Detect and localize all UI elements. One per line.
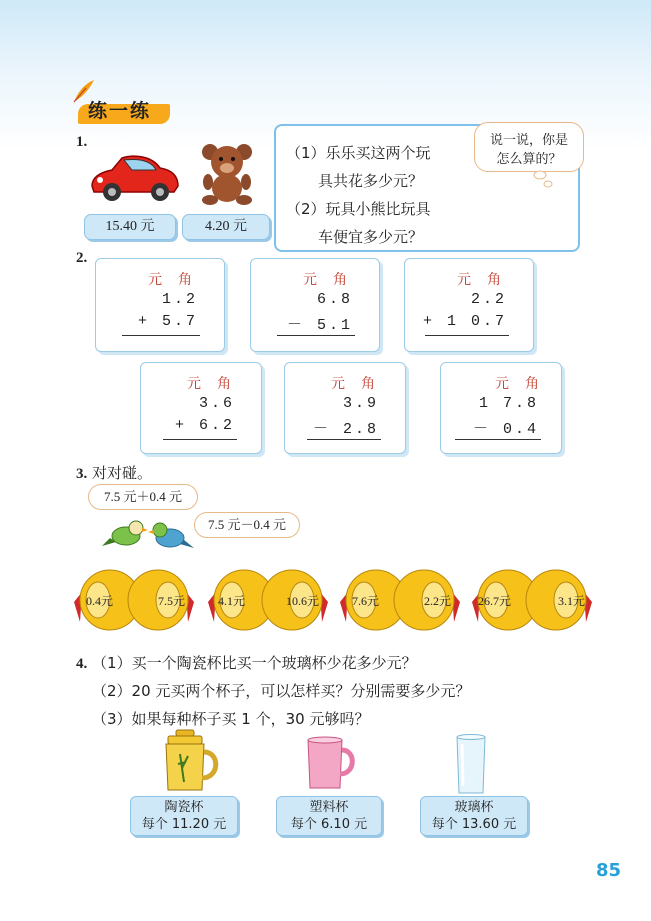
operand-a: 6.8	[316, 291, 353, 308]
q3-heading	[76, 462, 152, 483]
unit-yuan: 元	[148, 272, 162, 288]
plastic-cup-label	[276, 796, 382, 836]
operand-a: 3.6	[198, 395, 235, 412]
plastic-cup-icon	[302, 736, 358, 792]
q2-number: 2.	[76, 250, 88, 266]
q4-line-3: （3）如果每种杯子买 1 个，30 元够吗？	[92, 710, 370, 728]
cymbal-pair[interactable]	[470, 562, 594, 632]
car-price-tag: 15.40 元	[84, 214, 176, 240]
unit-jiao: 角	[361, 376, 375, 392]
unit-jiao: 角	[217, 376, 231, 392]
operand-a: 1 7.8	[478, 395, 539, 412]
ceramic-cup-icon	[158, 728, 222, 796]
calc-card	[284, 362, 406, 454]
sum-line	[455, 439, 541, 440]
cymbal-left-value: 4.1元	[218, 594, 246, 608]
q4-number: 4.	[76, 656, 88, 672]
cymbal-right-value: 10.6元	[286, 594, 320, 608]
q1-line-3: （2）玩具小熊比玩具	[286, 200, 431, 218]
calc-card	[440, 362, 562, 454]
cymbal-pair[interactable]	[206, 562, 330, 632]
unit-yuan: 元	[457, 272, 471, 288]
q4-row-1	[76, 652, 417, 673]
bubble-left: 7.5 元＋0.4 元	[88, 484, 198, 510]
cup-name: 塑料杯	[309, 800, 349, 815]
cymbal-right-value: 3.1元	[558, 594, 586, 608]
q1-line-2: 具共花多少元？	[318, 172, 424, 190]
cymbal-pair[interactable]	[338, 562, 462, 632]
glass-cup-icon	[454, 734, 488, 796]
page-number: 85	[596, 860, 622, 881]
cymbal-left-value: 0.4元	[86, 594, 114, 608]
q4-line-2: （2）20 元买两个杯子，可以怎样买？分别需要多少元？	[92, 682, 471, 700]
operand-a: 2.2	[470, 291, 507, 308]
operand-a: 1.2	[161, 291, 198, 308]
thought-bubble	[474, 122, 584, 172]
cup-name: 陶瓷杯	[164, 800, 204, 815]
unit-jiao: 角	[525, 376, 539, 392]
cymbal-pair[interactable]	[72, 562, 196, 632]
bear-price-tag: 4.20 元	[182, 214, 270, 240]
cup-price: 每个 11.20 元	[141, 817, 227, 832]
operand-b: － 0.4	[472, 421, 539, 438]
unit-yuan: 元	[187, 376, 201, 392]
cymbal-left-value: 26.7元	[478, 594, 512, 608]
cup-name: 玻璃杯	[454, 800, 494, 815]
birds-icon	[100, 510, 196, 556]
section-title: 练一练	[88, 100, 152, 122]
sum-line	[307, 439, 381, 440]
teddy-bear-icon	[198, 140, 256, 206]
q3-number: 3.	[76, 466, 88, 482]
q4-line-1: （1）买一个陶瓷杯比买一个玻璃杯少花多少元？	[92, 654, 417, 672]
operand-b: + 6.2	[174, 417, 235, 434]
calc-card	[95, 258, 225, 352]
unit-yuan: 元	[495, 376, 509, 392]
cymbal-right-value: 7.5元	[158, 594, 186, 608]
cymbal-left-value: 7.6元	[352, 594, 380, 608]
sum-line	[163, 439, 237, 440]
bubble-right: 7.5 元－0.4 元	[194, 512, 300, 538]
sum-line	[122, 335, 200, 336]
sum-line	[425, 335, 509, 336]
unit-jiao: 角	[487, 272, 501, 288]
calc-card	[140, 362, 262, 454]
cup-price: 每个 6.10 元	[290, 817, 368, 832]
cup-price: 每个 13.60 元	[431, 817, 517, 832]
unit-yuan: 元	[331, 376, 345, 392]
sum-line	[277, 335, 355, 336]
unit-jiao: 角	[333, 272, 347, 288]
bubble-tail-icon	[530, 170, 560, 190]
q3-title: 对对碰。	[92, 464, 153, 482]
q1-line-4: 车便宜多少元？	[318, 228, 424, 246]
unit-jiao: 角	[178, 272, 192, 288]
q1-line-1: （1）乐乐买这两个玩	[286, 144, 431, 162]
cymbal-right-value: 2.2元	[424, 594, 452, 608]
operand-b: + 1 0.7	[422, 313, 507, 330]
operand-b: + 5.7	[137, 313, 198, 330]
toy-car-icon	[86, 150, 182, 206]
bubble-line-1: 说一说，你是	[489, 132, 568, 147]
q1-number: 1.	[76, 134, 88, 150]
operand-a: 3.9	[342, 395, 379, 412]
glass-cup-label	[420, 796, 528, 836]
bubble-line-2: 怎么算的？	[496, 151, 562, 166]
section-header	[78, 96, 170, 124]
unit-yuan: 元	[303, 272, 317, 288]
operand-b: － 5.1	[286, 317, 353, 334]
calc-card	[250, 258, 380, 352]
ceramic-cup-label	[130, 796, 238, 836]
calc-card	[404, 258, 534, 352]
operand-b: － 2.8	[312, 421, 379, 438]
